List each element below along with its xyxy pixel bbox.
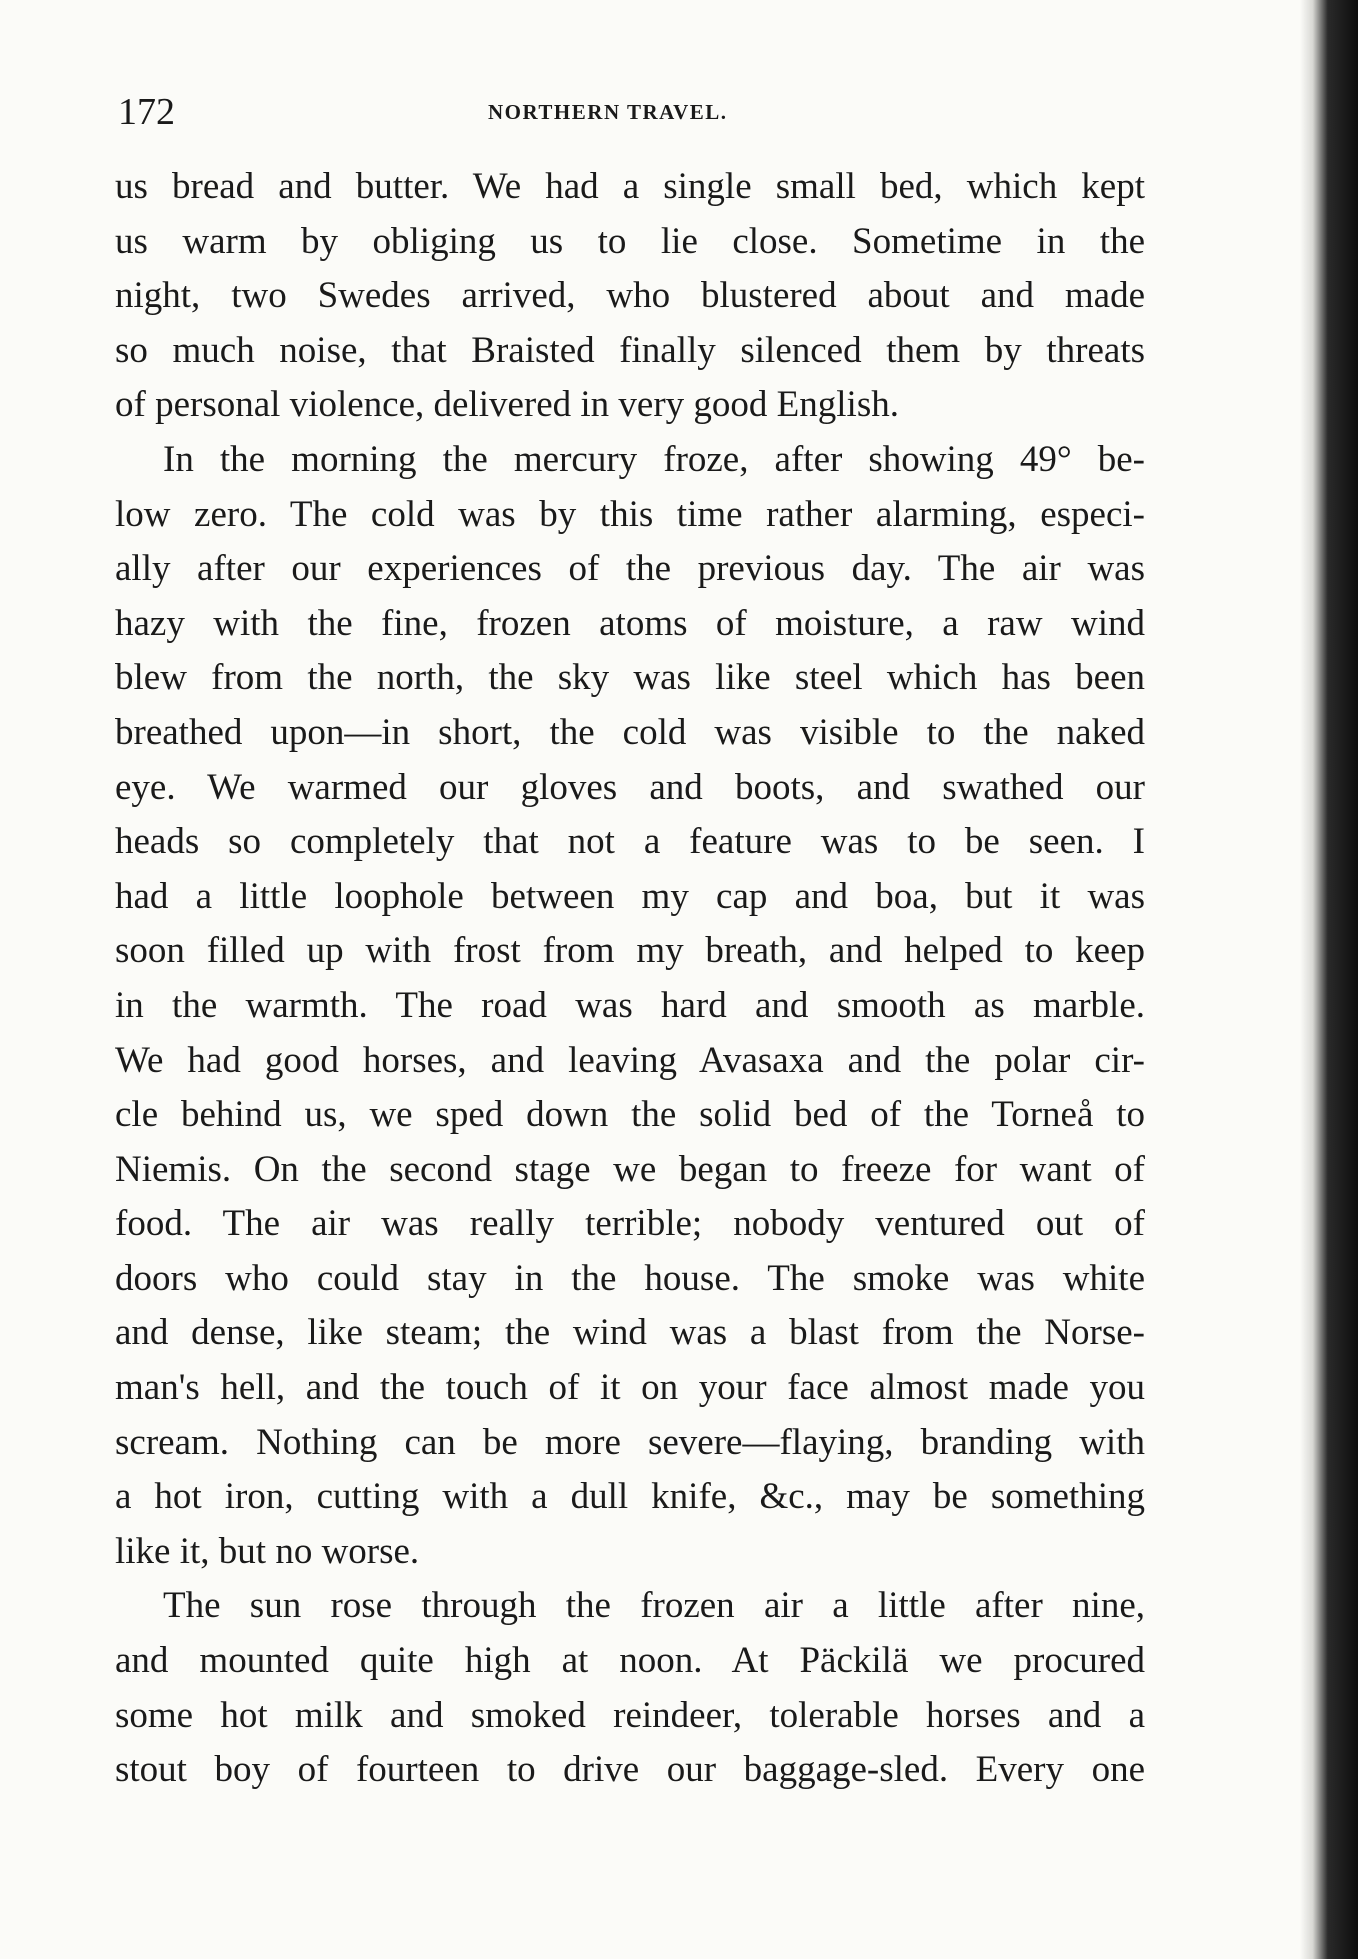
text-line: in the warmth. The road was hard and smooth as marble. — [115, 984, 1145, 1026]
text-line: hazy with the fine, frozen atoms of moisture, a raw wind — [115, 602, 1145, 644]
running-head — [118, 92, 1148, 142]
page-edge-shadow — [1300, 0, 1358, 1959]
text-line: cle behind us, we sped down the solid bed of the Torneå to — [115, 1094, 1145, 1136]
text-line: man's hell, and the touch of it on your face almost made you — [115, 1367, 1145, 1409]
page-number: 172 — [118, 91, 175, 133]
text-line: The sun rose through the frozen air a little after nine, — [163, 1585, 1145, 1627]
text-line: low zero. The cold was by this time rather alarming, especi- — [115, 493, 1145, 535]
text-line: had a little loophole between my cap and boa, but it was — [115, 875, 1145, 917]
text-line: doors who could stay in the house. The smoke was white — [115, 1257, 1145, 1299]
text-line: of personal violence, delivered in very good English. — [115, 384, 899, 426]
text-line: so much noise, that Braisted finally silenced them by threats — [115, 329, 1145, 371]
paragraph-1 — [115, 160, 1145, 433]
paragraph-2 — [115, 433, 1145, 1579]
text-line: ally after our experiences of the previous day. The air was — [115, 548, 1145, 590]
text-line: and mounted quite high at noon. At Päckilä we procured — [115, 1640, 1145, 1682]
text-line: eye. We warmed our gloves and boots, and swathed our — [115, 766, 1145, 808]
text-line: food. The air was really terrible; nobody ventured out of — [115, 1203, 1145, 1245]
text-line: heads so completely that not a feature was to be seen. I — [115, 821, 1145, 863]
text-line: blew from the north, the sky was like steel which has been — [115, 657, 1145, 699]
text-line: us warm by obliging us to lie close. Sometime in the — [115, 220, 1145, 262]
text-line: breathed upon—in short, the cold was visible to the naked — [115, 711, 1145, 753]
text-line: and dense, like steam; the wind was a blast from the Norse- — [115, 1312, 1145, 1354]
text-line: night, two Swedes arrived, who blustered about and made — [115, 275, 1145, 317]
text-line: a hot iron, cutting with a dull knife, &c., may be something — [115, 1476, 1145, 1518]
page-header-title: NORTHERN TRAVEL. — [488, 100, 728, 124]
text-line: In the morning the mercury froze, after showing 49° be- — [163, 438, 1145, 480]
text-line: We had good horses, and leaving Avasaxa and the polar cir- — [115, 1039, 1145, 1081]
text-line: Niemis. On the second stage we began to freeze for want of — [115, 1148, 1145, 1190]
text-line: us bread and butter. We had a single small bed, which kept — [115, 166, 1145, 207]
text-line: some hot milk and smoked reindeer, tolerable horses and a — [115, 1694, 1145, 1736]
paragraph-3 — [115, 1579, 1145, 1797]
body-text — [115, 160, 1145, 1798]
text-line: soon filled up with frost from my breath, and helped to keep — [115, 930, 1145, 972]
text-line: scream. Nothing can be more severe—flaying, branding with — [115, 1421, 1145, 1463]
text-line: like it, but no worse. — [115, 1530, 420, 1572]
text-line: stout boy of fourteen to drive our baggage-sled. Every one — [115, 1749, 1145, 1791]
